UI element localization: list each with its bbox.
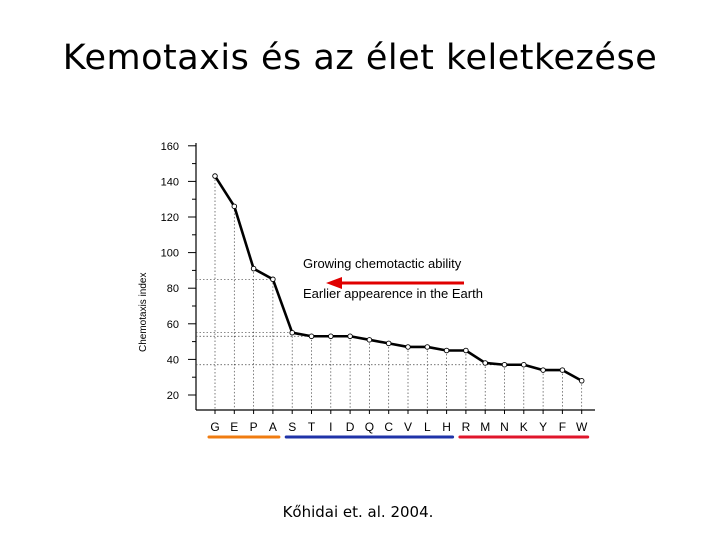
x-tick-label: F bbox=[558, 420, 567, 434]
x-tick-label: N bbox=[500, 420, 509, 434]
x-tick-label: S bbox=[288, 420, 297, 434]
annotation-growing-ability: Growing chemotactic ability bbox=[303, 256, 462, 271]
x-tick-label: M bbox=[480, 420, 491, 434]
x-tick-label: V bbox=[403, 420, 413, 434]
y-axis-label: Chemotaxis index bbox=[138, 272, 149, 352]
data-point bbox=[348, 334, 353, 339]
x-tick-label: Y bbox=[539, 420, 548, 434]
data-point bbox=[579, 378, 584, 383]
data-point bbox=[271, 277, 276, 282]
data-point bbox=[522, 362, 527, 367]
x-tick-label: T bbox=[307, 420, 316, 434]
x-tick-label: W bbox=[576, 420, 588, 434]
x-tick-label: I bbox=[329, 420, 333, 434]
y-tick-label: 80 bbox=[166, 283, 179, 296]
data-point bbox=[541, 368, 546, 373]
slide-title: Kemotaxis és az élet keletkezése bbox=[62, 38, 658, 78]
y-tick-label: 40 bbox=[166, 354, 179, 367]
data-point bbox=[425, 345, 430, 350]
y-tick-label: 60 bbox=[166, 318, 179, 331]
data-point bbox=[464, 348, 469, 353]
x-tick-label: D bbox=[345, 420, 355, 434]
data-point bbox=[386, 341, 391, 346]
y-tick-label: 160 bbox=[160, 140, 179, 153]
x-tick-label: P bbox=[249, 420, 258, 434]
data-point bbox=[502, 362, 507, 367]
x-tick-label: C bbox=[384, 420, 394, 434]
data-point bbox=[290, 330, 295, 335]
y-tick-label: 140 bbox=[160, 176, 179, 189]
x-tick-label: H bbox=[442, 420, 451, 434]
x-tick-label: L bbox=[423, 420, 431, 434]
x-tick-label: Q bbox=[364, 420, 375, 434]
data-point bbox=[406, 345, 411, 350]
y-tick-label: 20 bbox=[166, 390, 179, 402]
x-tick-label: E bbox=[230, 420, 239, 434]
x-tick-label: A bbox=[268, 420, 277, 434]
data-point bbox=[560, 368, 565, 373]
y-tick-label: 100 bbox=[160, 247, 179, 260]
chart-annotations bbox=[303, 256, 483, 301]
x-tick-label: G bbox=[210, 420, 220, 434]
x-tick-label: R bbox=[461, 420, 471, 434]
series-path bbox=[215, 176, 582, 381]
data-point bbox=[367, 338, 372, 343]
annotation-earlier-appearance: Earlier appearence in the Earth bbox=[303, 286, 483, 301]
data-point bbox=[309, 334, 314, 339]
data-point bbox=[444, 348, 449, 353]
x-tick-label: K bbox=[519, 420, 528, 434]
data-point bbox=[329, 334, 334, 339]
citation: Kőhidai et. al. 2004. bbox=[282, 503, 434, 521]
data-point bbox=[232, 204, 237, 209]
data-point bbox=[251, 266, 256, 271]
series-line bbox=[213, 174, 584, 383]
data-point bbox=[483, 361, 488, 366]
data-point bbox=[213, 174, 218, 179]
y-tick-label: 120 bbox=[160, 212, 179, 224]
